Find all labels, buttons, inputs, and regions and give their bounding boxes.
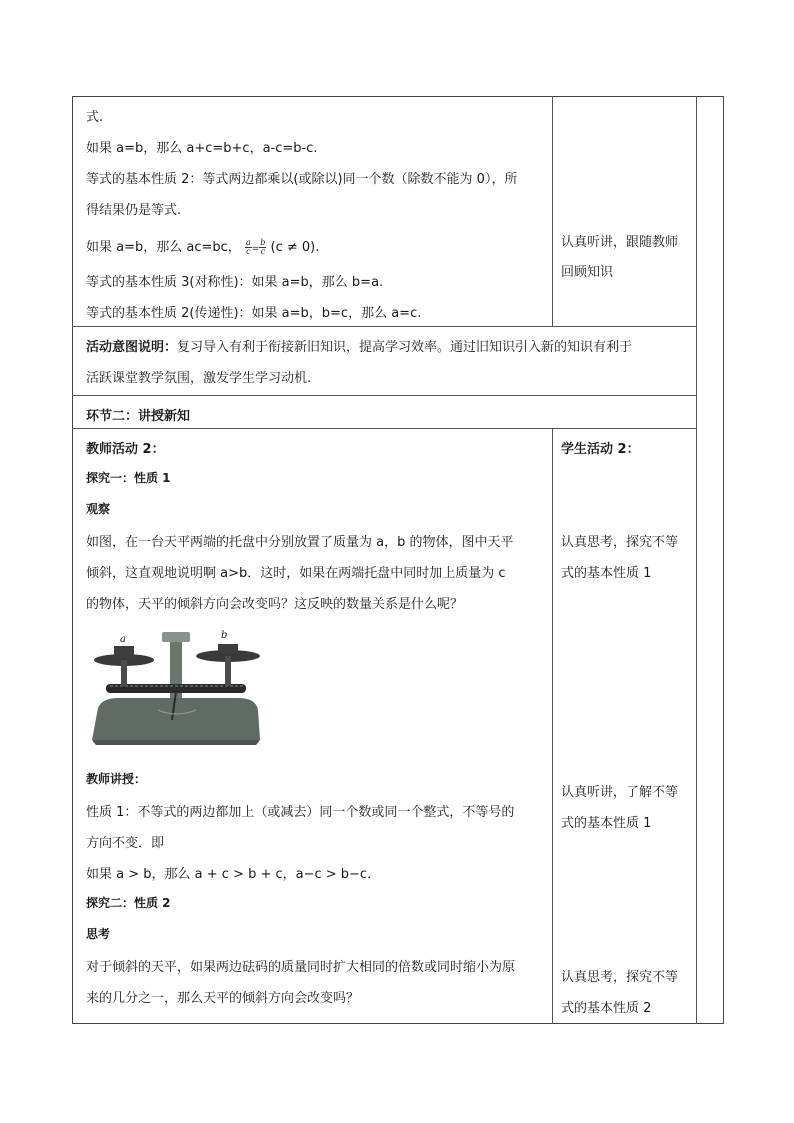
text-line: 来的几分之一，那么天平的倾斜方向会改变吗？ (86, 991, 360, 1006)
right-margin-divider (696, 96, 697, 1024)
text-line: 等式的基本性质 2(传递性)：如果 a=b，b=c，那么 a=c. (86, 306, 422, 321)
text-line: 得结果仍是等式. (86, 203, 182, 218)
student-text: 式的基本性质 1 (561, 566, 652, 581)
row-divider (72, 428, 696, 429)
fraction-b-over-c: $\frac{b}{c}$ (260, 238, 266, 256)
explore-heading: 探究一：性质 1 (86, 471, 171, 485)
text-line: 如图，在一台天平两端的托盘中分别放置了质量为 a，b 的物体，图中天平 (86, 535, 514, 550)
lecture-heading: 教师讲授： (86, 772, 147, 786)
formula-condition: (c ≠ 0). (270, 240, 320, 255)
student-text: 式的基本性质 1 (561, 816, 652, 831)
student-text: 回顾知识 (561, 265, 614, 280)
think-heading: 思考 (86, 927, 111, 941)
text-line: 的物体，天平的倾斜方向会改变吗？这反映的数量关系是什么呢？ (86, 597, 464, 612)
explore-heading: 探究二：性质 2 (86, 896, 171, 910)
intent-line: 活跃课堂教学氛围，激发学生学习动机. (86, 371, 312, 386)
scale-label-a: a (120, 634, 126, 645)
equals-sign: = (251, 244, 260, 254)
text-line: 式. (86, 110, 104, 125)
text-line: 对于倾斜的天平，如果两边砝码的质量同时扩大相同的倍数或同时缩小为原 (86, 960, 516, 975)
balance-scale-image (88, 628, 270, 750)
intent-text: 复习导入有利于衔接新旧知识，提高学习效率。通过旧知识引入新的知识有利于 (177, 340, 633, 355)
student-text: 认真听讲，了解不等 (561, 785, 679, 800)
row-divider (72, 326, 696, 327)
formula-line (86, 236, 319, 256)
teacher-activity-header: 教师活动 2： (86, 442, 165, 457)
fraction-a-over-c: $\frac{a}{c}$ (245, 238, 251, 256)
text-line: 等式的基本性质 2：等式两边都乘以(或除以)同一个数（除数不能为 0），所 (86, 172, 518, 187)
student-text: 认真思考，探究不等 (561, 535, 679, 550)
student-activity-header: 学生活动 2： (561, 442, 640, 457)
text-line: 方向不变．即 (86, 836, 165, 851)
student-text: 式的基本性质 2 (561, 1001, 652, 1016)
text-line: 等式的基本性质 3(对称性)：如果 a=b，那么 b=a. (86, 275, 384, 290)
column-divider (552, 96, 553, 326)
row-divider (72, 395, 696, 396)
text-line: 倾斜，这直观地说明啊 a>b．这时，如果在两端托盘中同时加上质量为 c (86, 566, 506, 581)
scale-label-b: b (221, 630, 228, 641)
section-title: 环节二：讲授新知 (86, 409, 191, 424)
observe-heading: 观察 (86, 502, 111, 516)
student-text: 认真听讲，跟随教师 (561, 235, 679, 250)
student-text: 认真思考，探究不等 (561, 970, 679, 985)
text-line: 如果 a=b，那么 a+c=b+c，a-c=b-c. (86, 141, 318, 156)
intent-line (86, 336, 632, 355)
intent-label: 活动意图说明： (86, 340, 178, 355)
text-line: 性质 1：不等式的两边都加上（或减去）同一个数或同一个整式，不等号的 (86, 805, 515, 820)
formula-text: 如果 a=b，那么 ac=bc， (86, 240, 241, 255)
column-divider (552, 428, 553, 1024)
formula-line: 如果 a > b，那么 a + c > b + c，a−c > b−c． (86, 867, 381, 882)
